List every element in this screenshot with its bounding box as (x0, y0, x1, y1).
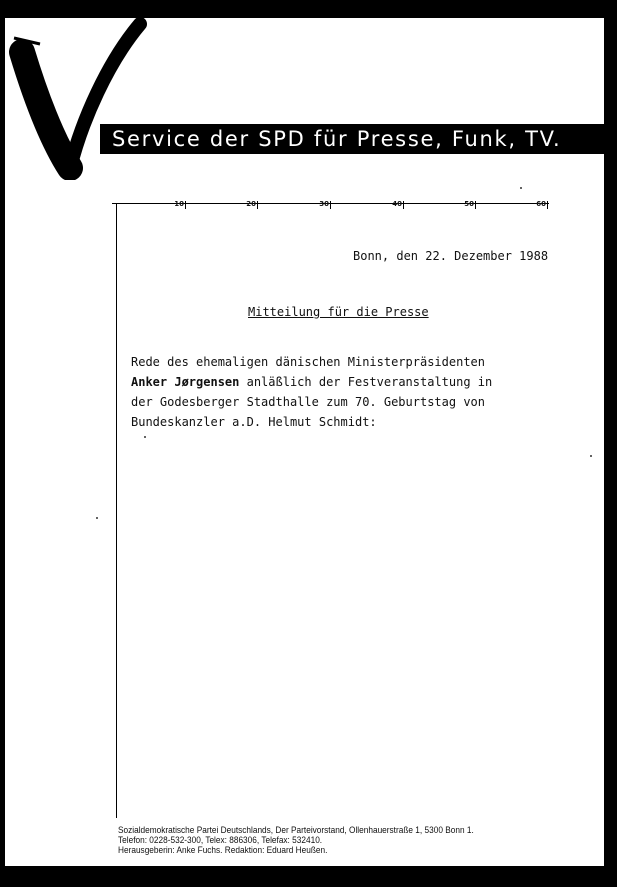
document-heading: Mitteilung für die Presse (248, 305, 429, 319)
scan-border-bottom (0, 866, 617, 887)
ruler-label: 30 (319, 200, 329, 208)
ruler-mark (185, 201, 186, 209)
ruler-mark (475, 201, 476, 209)
typing-frame-left-rule (116, 203, 117, 818)
footer-imprint (118, 825, 474, 855)
ruler-label: 40 (392, 200, 402, 208)
footer-publisher: Herausgeberin: Anke Fuchs. Redaktion: Eduard Heußen. (118, 845, 328, 855)
scan-border-right (604, 0, 617, 887)
ruler-label: 50 (464, 200, 474, 208)
scan-speck (96, 517, 98, 519)
footer-address: Sozialdemokratische Partei Deutschlands, Der Parteivorstand, Ollenhauerstraße 1, 5300 Bonn 1. (118, 825, 474, 835)
scan-speck (520, 187, 522, 189)
ruler-label: 20 (246, 200, 256, 208)
body-line-rest: anläßlich der Festveranstaltung in (239, 375, 493, 389)
scan-speck (590, 455, 592, 457)
body-line (131, 372, 492, 392)
ruler-mark (403, 201, 404, 209)
ruler-mark (330, 201, 331, 209)
speaker-name: Anker Jørgensen (131, 375, 240, 389)
body-text (131, 352, 492, 432)
ruler-mark (257, 201, 258, 209)
scan-speck (144, 436, 146, 438)
ruler-mark (547, 201, 548, 209)
ruler-label: 60 (536, 200, 546, 208)
body-line: Rede des ehemaligen dänischen Ministerpräsidenten (131, 355, 486, 369)
date-line: Bonn, den 22. Dezember 1988 (353, 249, 549, 263)
ruler-label: 10 (174, 200, 184, 208)
service-title-band (100, 124, 604, 154)
footer-contact: Telefon: 0228-532-300, Telex: 886306, Telefax: 532410. (118, 835, 323, 845)
body-line: der Godesberger Stadthalle zum 70. Geburtstag von (131, 395, 486, 409)
body-line: Bundeskanzler a.D. Helmut Schmidt: (131, 415, 377, 429)
service-title: Service der SPD für Presse, Funk, TV. (112, 127, 562, 151)
